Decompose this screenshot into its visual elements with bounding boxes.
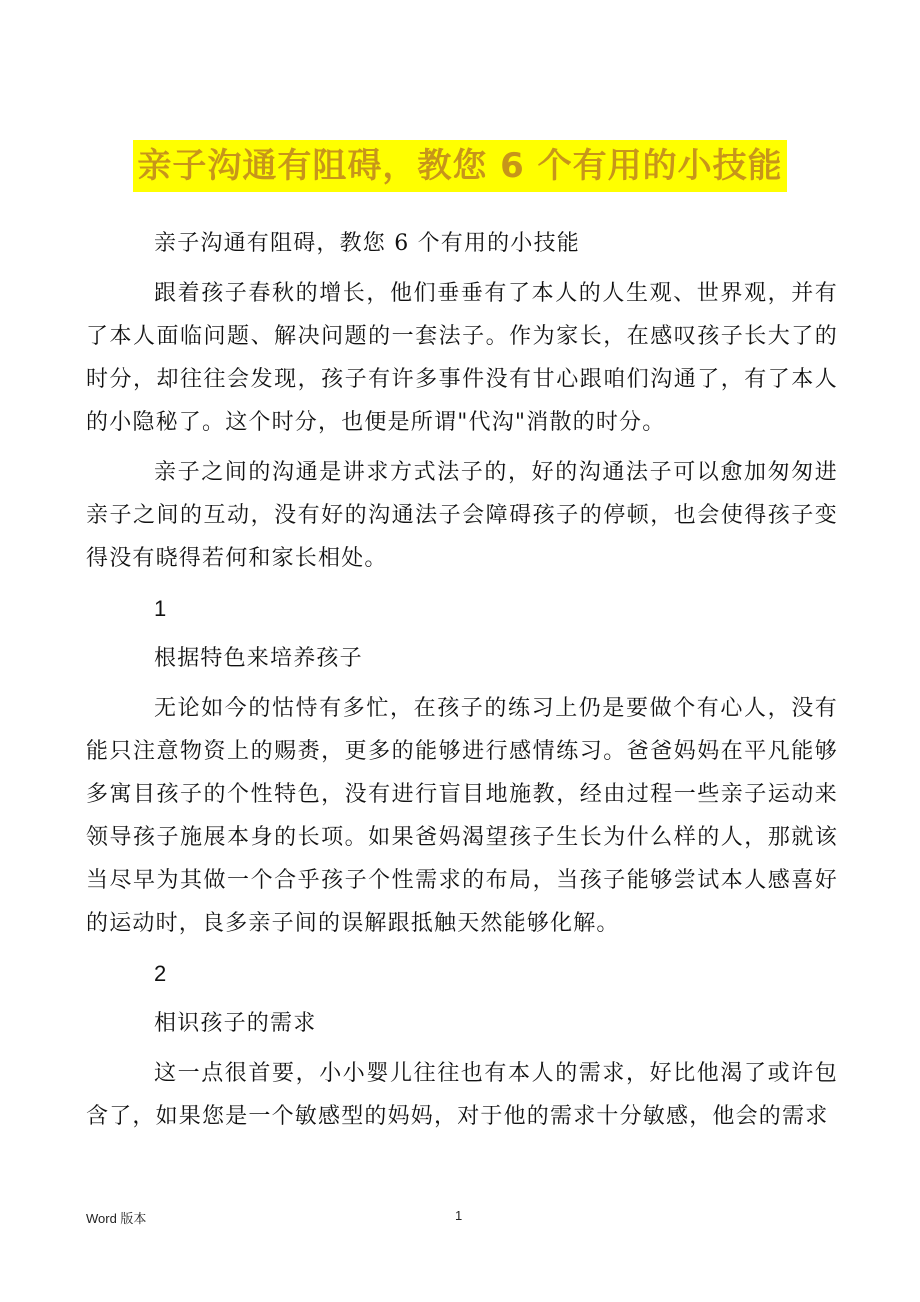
paragraph: 无论如今的怙恃有多忙，在孩子的练习上仍是要做个有心人，没有能只注意物资上的赐赉，更多的能够进行感情练习。爸爸妈妈在平凡能够多寓目孩子的个性特色，没有进行盲目地施教，经由过程一些亲子运动来领导孩子施展本身的长项。如果爸妈渴望孩子生长为什么样的人，那就该当尽早为其做一个合乎孩子个性需求的布局，当孩子能够尝试本人感喜好的运动时，良多亲子间的误解跟抵触天然能够化解。 [86,696,838,936]
document-body [86,222,838,1145]
paragraph: 亲子之间的沟通是讲求方式法子的，好的沟通法子可以愈加匆匆进亲子之间的互动，没有好的沟通法子会障碍孩子的停顿，也会使得孩子变得没有晓得若何和家长相处。 [86,460,838,571]
intro-subtitle: 亲子沟通有阻碍，教您 6 个有用的小技能 [154,231,580,256]
paragraph: 这一点很首要，小小婴儿往往也有本人的需求，好比他渴了或许包含了，如果您是一个敏感型的妈妈，对于他的需求十分敏感，他会的需求 [86,1061,838,1129]
paragraph: 跟着孩子春秋的增长，他们垂垂有了本人的人生观、世界观，并有了本人面临问题、解决问题的一套法子。作为家长，在感叹孩子长大了的时分，却往往会发现，孩子有许多事件没有甘心跟咱们沟通了，有了本人的小隐秘了。这个时分，也便是所谓"代沟"消散的时分。 [86,281,838,435]
page-title: 亲子沟通有阻碍，教您 6 个有用的小技能 [133,140,786,192]
section-number: 2 [154,961,167,986]
title-container [0,140,920,192]
footer-label: Word 版本 [86,1211,147,1226]
section-heading: 根据特色来培养孩子 [154,646,363,671]
section-number: 1 [154,596,167,621]
section-heading: 相识孩子的需求 [154,1011,317,1036]
page-number: 1 [455,1208,463,1223]
